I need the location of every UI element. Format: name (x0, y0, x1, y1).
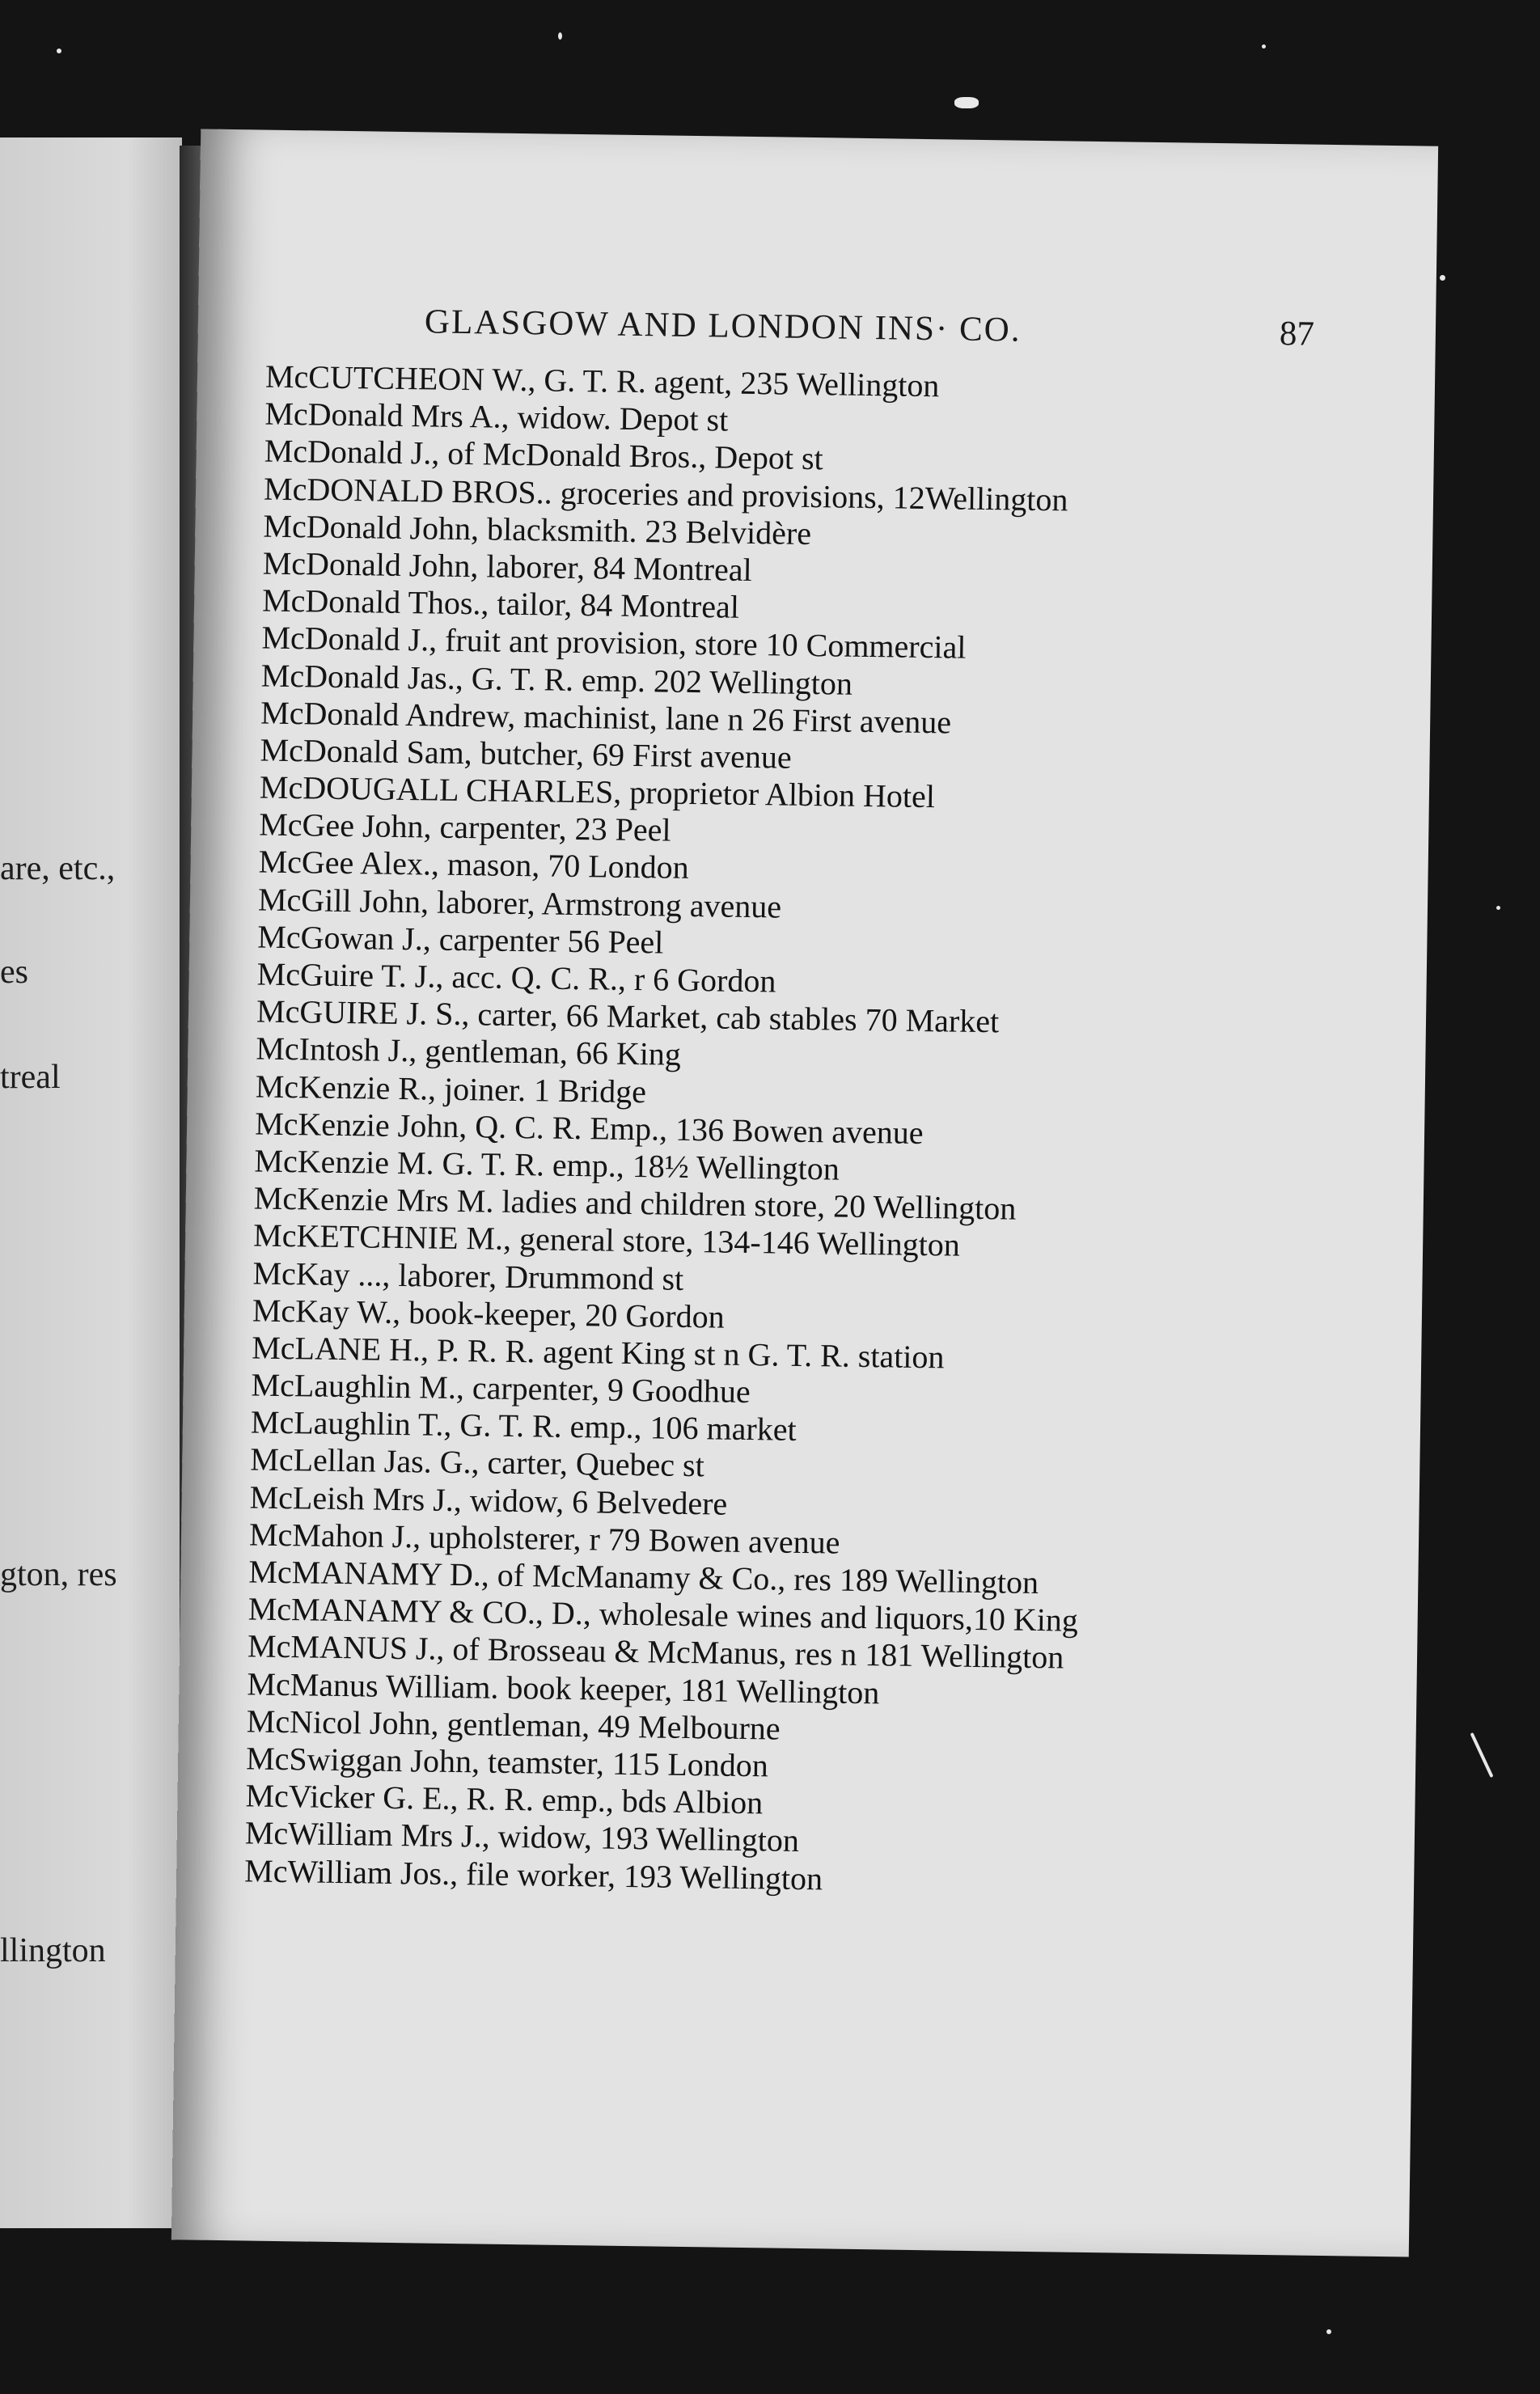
directory-entry: McDonald Thos., tailor, 84 Montreal (261, 582, 740, 625)
directory-entry: McNicol John, gentleman, 49 Melbourne (246, 1702, 781, 1747)
directory-entry: McDONALD BROS.. groceries and provisions, 12Wellington (263, 470, 1068, 518)
directory-entry: McSwiggan John, teamster, 115 London (245, 1740, 769, 1784)
directory-entry: McDonald John, blacksmith. 23 Belvidère (263, 507, 812, 552)
directory-entry: McGee John, carpenter, 23 Peel (258, 806, 671, 848)
directory-entry: McDonald Mrs A., widow. Depot st (264, 395, 729, 438)
directory-entry: McMahon J., upholsterer, r 79 Bowen avenue (248, 1516, 840, 1561)
left-page-fragment: gton, res (0, 1556, 117, 1593)
directory-entry: McDonald Sam, butcher, 69 First avenue (260, 731, 792, 776)
directory-entry: McMANAMY D., of McManamy & Co., res 189 Wellington (248, 1553, 1039, 1601)
dust-speck (1326, 2329, 1331, 2334)
directory-entry: McGuire T. J., acc. Q. C. R., r 6 Gordon (256, 955, 776, 1000)
directory-entries (244, 358, 1398, 1905)
directory-entry: McGee Alex., mason, 70 London (258, 843, 690, 886)
directory-entry: McWilliam Jos., file worker, 193 Wellington (243, 1851, 823, 1897)
directory-entry: McMANUS J., of Brosseau & McManus, res n 181 Wellington (247, 1627, 1064, 1676)
left-page-edge (0, 137, 182, 2228)
left-page-fragment: es (0, 954, 28, 991)
dust-speck (57, 49, 61, 53)
directory-page (171, 129, 1438, 2257)
dust-speck (954, 97, 979, 108)
directory-entry: McKay W., book-keeper, 20 Gordon (252, 1292, 725, 1335)
directory-entry: McDonald Andrew, machinist, lane n 26 First avenue (260, 694, 952, 741)
directory-entry: McDonald J., fruit ant provision, store 10 Commercial (261, 619, 967, 666)
page-number: 87 (1279, 315, 1315, 353)
directory-entry: McGill John, laborer, Armstrong avenue (257, 881, 782, 925)
running-head (425, 302, 1315, 353)
directory-entry: McLaughlin T., G. T. R. emp., 106 market (250, 1403, 797, 1449)
dust-speck (1440, 275, 1445, 281)
directory-entry: McGUIRE J. S., carter, 66 Market, cab stables 70 Market (256, 992, 1000, 1040)
directory-entry: McDonald J., of McDonald Bros., Depot st (264, 432, 824, 477)
dust-speck (1262, 44, 1266, 49)
directory-entry: McKETCHNIE M., general store, 134-146 Wellington (252, 1216, 961, 1263)
directory-entry: McLANE H., P. R. R. agent King st n G. T. R. station (251, 1329, 945, 1376)
directory-entry: McKay ..., laborer, Drummond st (252, 1254, 684, 1297)
header-title: GLASGOW AND LONDON INS· CO. (424, 302, 1022, 349)
left-page-fragment: are, etc., (0, 850, 116, 887)
left-page-fragment: llington (0, 1932, 106, 1969)
directory-entry: McWilliam Mrs J., widow, 193 Wellington (244, 1814, 800, 1859)
directory-entry: McGowan J., carpenter 56 Peel (257, 918, 664, 961)
dust-speck (1470, 1732, 1494, 1778)
directory-entry: McLellan Jas. G., carter, Quebec st (250, 1440, 705, 1484)
directory-entry: McCUTCHEON W., G. T. R. agent, 235 Wellington (264, 357, 940, 404)
directory-entry: McDOUGALL CHARLES, proprietor Albion Hotel (259, 768, 936, 815)
directory-entry: McKenzie John, Q. C. R. Emp., 136 Bowen avenue (254, 1105, 924, 1151)
dust-speck (1496, 906, 1500, 910)
directory-entry: McKenzie M. G. T. R. emp., 18½ Wellington (254, 1142, 840, 1187)
directory-entry: McKenzie Mrs M. ladies and children store, 20 Wellington (253, 1179, 1017, 1227)
directory-entry: McLaughlin M., carpenter, 9 Goodhue (251, 1366, 751, 1411)
directory-entry: McLeish Mrs J., widow, 6 Belvedere (249, 1478, 728, 1522)
directory-entry: McKenzie R., joiner. 1 Bridge (255, 1068, 647, 1110)
dust-speck (558, 32, 562, 40)
directory-entry: McDonald Jas., G. T. R. emp. 202 Wellington (260, 657, 853, 702)
left-page-fragment: treal (0, 1059, 61, 1096)
directory-entry: McDonald John, laborer, 84 Montreal (262, 544, 752, 588)
directory-entry: McIntosh J., gentleman, 66 King (256, 1030, 682, 1073)
directory-entry: McMANAMY & CO., D., wholesale wines and liquors,10 King (248, 1590, 1079, 1639)
directory-entry: McManus William. book keeper, 181 Wellington (247, 1664, 880, 1711)
directory-entry: McVicker G. E., R. R. emp., bds Albion (245, 1777, 764, 1821)
